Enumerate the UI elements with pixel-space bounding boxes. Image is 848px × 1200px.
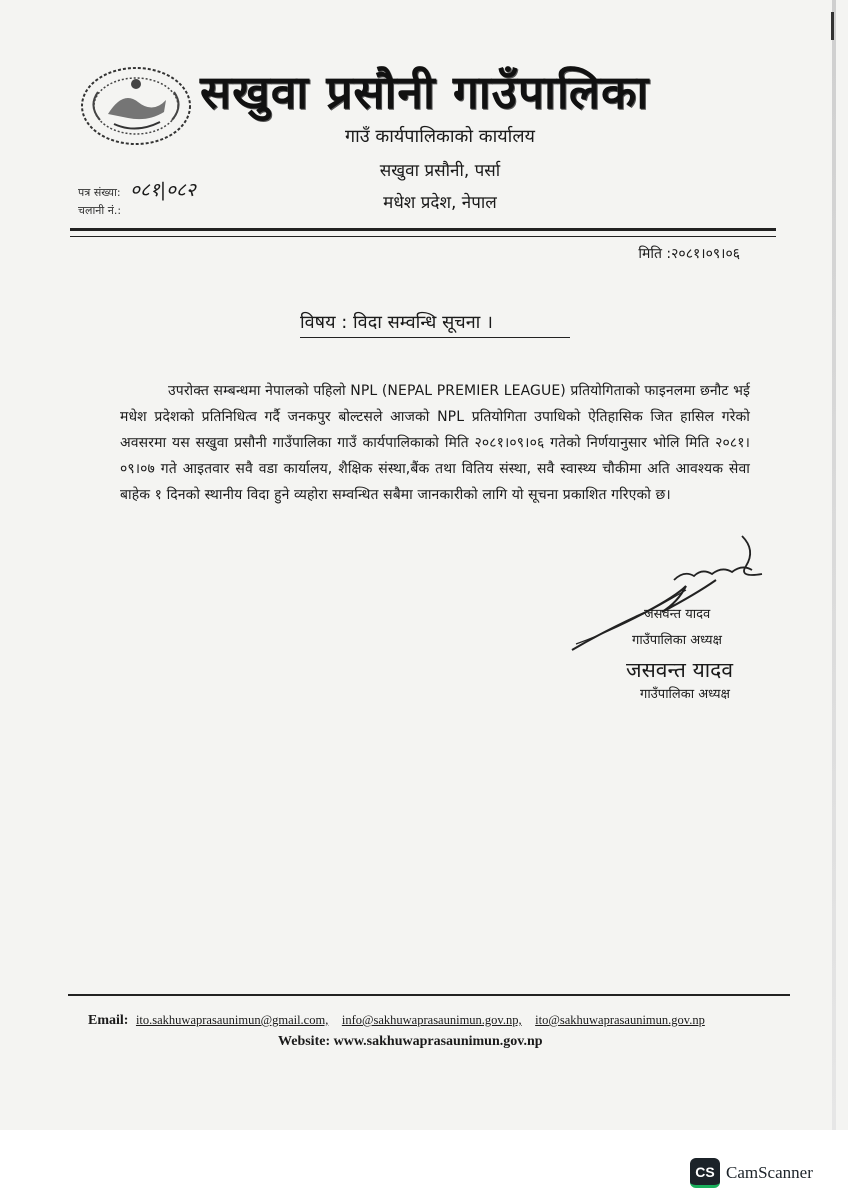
reference-value: ०८१|०८२	[130, 179, 196, 201]
office-name: गाउँ कार्यपालिकाको कार्यालय	[345, 126, 535, 147]
email-link[interactable]: ito.sakhuwaprasaunimun@gmail.com,	[135, 1013, 329, 1027]
reference-label: पत्र संख्या:	[78, 186, 121, 199]
corner-mark	[831, 12, 834, 40]
page-edge	[832, 0, 836, 1130]
signatory-name: जसवन्त यादव	[626, 658, 734, 682]
subject-line: विषय : विदा सम्वन्धि सूचना ।	[300, 310, 570, 338]
camscanner-brand: CamScanner	[726, 1163, 813, 1182]
notice-body: उपरोक्त सम्बन्धमा नेपालको पहिलो NPL (NEPAL PREMIER LEAGUE) प्रतियोगिताको फाइनलमा छनौट भई मधेश प्रदेशको प्रतिनिधित्व गर्दै जनकपुर बोल्टसले आजको NPL प्रतियोगिता उपाधिको ऐतिहासिक जित हासिल गरेको अवसरमा यस सखुवा प्रसौनी गाउँपालिका गाउँ कार्यपालिकाको मिति २०८१।०९।०६ गतेको निर्णयानुसार भोलि मिति २०८१।०९।०७ गते आइतवार सवै वडा कार्यालय, शैक्षिक संस्था,बैंक तथा वितिय संस्था, सवै स्वास्थ्य चौकीमा अति आवश्यक सेवा बाहेक १ दिनको स्थानीय विदा हुने व्यहोरा सम्वन्धित सबैमा जानकारीको लागि यो सूचना प्रकाशित गरिएको छ।	[120, 383, 750, 503]
signatory-title: गाउँपालिका अध्यक्ष	[640, 687, 730, 702]
email-link[interactable]: ito@sakhuwaprasaunimun.gov.np	[535, 1013, 705, 1027]
website-link[interactable]: www.sakhuwaprasaunimun.gov.np	[333, 1034, 543, 1049]
footer-website	[278, 1034, 543, 1050]
dispatch-number-label: चलानी नं.:	[78, 204, 122, 217]
address-line-2: मधेश प्रदेश, नेपाल	[383, 193, 497, 213]
nepal-emblem-icon	[78, 62, 194, 148]
org-name: सखुवा प्रसौनी गाउँपालिका	[200, 65, 650, 119]
header-divider-thin	[70, 236, 776, 237]
email-link[interactable]: info@sakhuwaprasaunimun.gov.np,	[341, 1013, 522, 1027]
email-label: Email:	[88, 1013, 129, 1028]
header-divider	[70, 228, 776, 231]
camscanner-logo-icon: CS	[690, 1158, 720, 1188]
signature-stamp-title: गाउँपालिका अध्यक्ष	[632, 633, 722, 648]
letter-date: मिति :२०८१।०९।०६	[638, 246, 740, 262]
signature-stamp-name: जसवन्त यादव	[644, 607, 711, 622]
camscanner-watermark	[690, 1158, 813, 1188]
website-label: Website:	[278, 1034, 331, 1049]
footer-emails	[88, 1013, 768, 1029]
address-line-1: सखुवा प्रसौनी, पर्सा	[379, 161, 501, 181]
footer-divider	[68, 994, 790, 996]
reference-number	[78, 176, 196, 202]
